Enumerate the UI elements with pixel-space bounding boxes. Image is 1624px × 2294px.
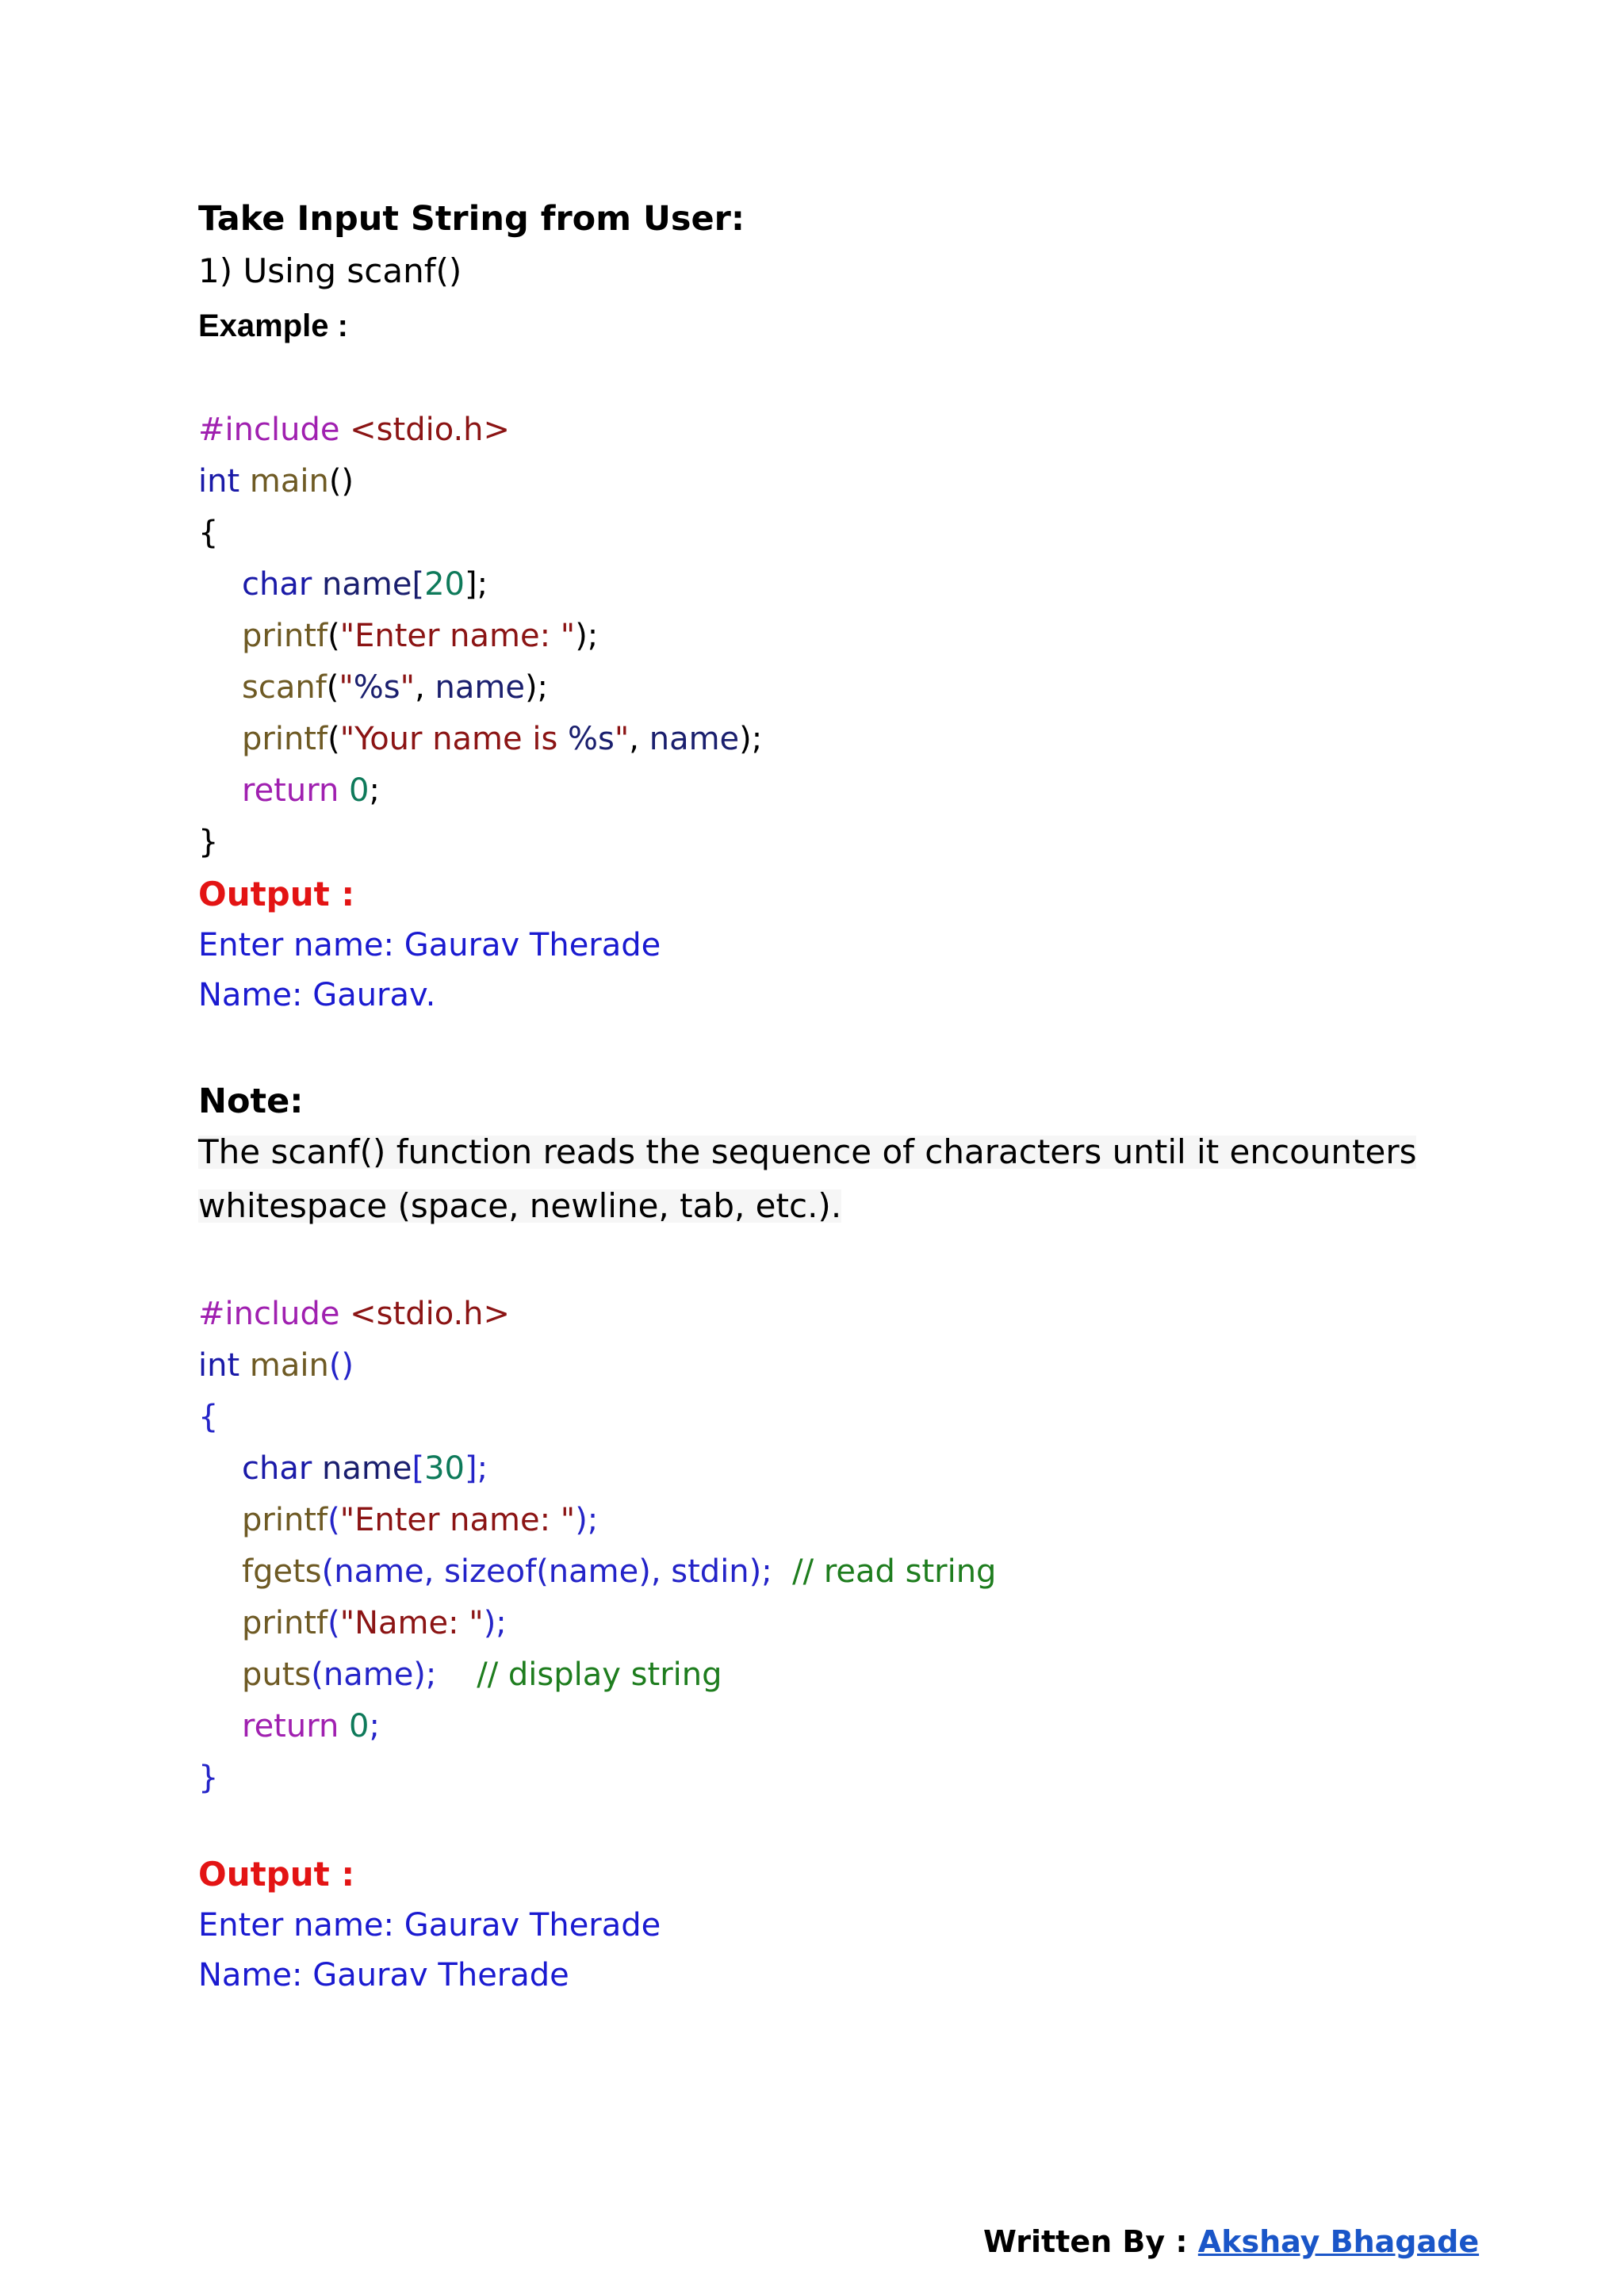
brace-token: { xyxy=(198,1399,219,1435)
string-token: " xyxy=(614,721,630,757)
bracket-token: ]; xyxy=(464,566,488,603)
example-label: Example : xyxy=(198,308,348,343)
code-line xyxy=(242,566,488,603)
variable-token: name xyxy=(312,1450,412,1487)
semicolon-token: ; xyxy=(369,1708,380,1744)
type-token: int xyxy=(198,463,240,500)
code-line xyxy=(242,1450,488,1487)
paren-token: () xyxy=(328,463,354,500)
variable-token: name xyxy=(649,721,740,757)
function-token: printf xyxy=(242,1605,328,1641)
paren-token: ( xyxy=(326,669,339,706)
paren-token: ); xyxy=(575,1502,599,1538)
type-token: char xyxy=(242,566,312,603)
paren-token: () xyxy=(328,1347,354,1384)
string-token: " xyxy=(400,669,416,706)
output-line: Name: Gaurav Therade xyxy=(198,1957,569,1993)
format-token: %s xyxy=(353,669,400,706)
code-line xyxy=(242,669,549,706)
string-token: "Enter name: " xyxy=(339,618,576,654)
code-line xyxy=(198,1762,218,1794)
paren-token: ( xyxy=(327,721,340,757)
number-token: 30 xyxy=(424,1450,465,1487)
brace-token: } xyxy=(198,1760,219,1796)
type-token: int xyxy=(198,1347,240,1384)
header-token: <stdio.h> xyxy=(339,412,511,448)
return-token: return xyxy=(242,1708,339,1744)
number-token: 0 xyxy=(339,772,370,809)
brace-token: { xyxy=(198,515,219,551)
preprocessor-token: #include xyxy=(198,1296,340,1332)
type-token: char xyxy=(242,1450,312,1487)
code-line xyxy=(242,1656,722,1693)
section-subheading: 1) Using scanf() xyxy=(198,251,462,290)
page-title: Take Input String from User: xyxy=(198,199,745,239)
code-line xyxy=(198,1298,510,1330)
string-token: "Name: " xyxy=(339,1605,484,1641)
bracket-token: [ xyxy=(412,566,425,603)
variable-token: name xyxy=(312,566,412,603)
code-line xyxy=(198,517,218,549)
string-token: "Enter name: " xyxy=(339,1502,576,1538)
function-token: main xyxy=(239,463,329,500)
format-token: %s xyxy=(568,721,615,757)
paren-token: ( xyxy=(327,1605,340,1641)
comma-token: , xyxy=(415,669,435,706)
paren-token: ( xyxy=(327,618,340,654)
paren-token: ); xyxy=(739,721,763,757)
variable-token: name xyxy=(435,669,525,706)
number-token: 0 xyxy=(339,1708,370,1744)
preprocessor-token: #include xyxy=(198,412,340,448)
number-token: 20 xyxy=(424,566,465,603)
function-token: printf xyxy=(242,721,328,757)
paren-token: ); xyxy=(575,618,599,654)
return-token: return xyxy=(242,772,339,809)
code-line xyxy=(198,826,218,858)
function-token: fgets xyxy=(242,1553,322,1590)
comment-token: // display string xyxy=(436,1656,722,1693)
paren-token: ); xyxy=(483,1605,507,1641)
author-footer xyxy=(983,2224,1479,2259)
function-token: main xyxy=(239,1347,329,1384)
function-token: printf xyxy=(242,1502,328,1538)
bracket-token: ]; xyxy=(464,1450,488,1487)
string-token: " xyxy=(339,669,354,706)
string-token: "Your name is xyxy=(339,721,569,757)
function-token: scanf xyxy=(242,669,327,706)
code-line xyxy=(198,463,354,500)
function-token: printf xyxy=(242,618,328,654)
code-line xyxy=(242,1607,507,1639)
comma-token: , xyxy=(629,721,649,757)
note-text-line: whitespace (space, newline, tab, etc.). xyxy=(198,1186,842,1225)
arguments-token: (name); xyxy=(311,1656,437,1693)
paren-token: ); xyxy=(524,669,549,706)
footer-prefix: Written By : xyxy=(983,2224,1198,2259)
code-line xyxy=(242,772,380,809)
note-title: Note: xyxy=(198,1082,304,1121)
bracket-token: [ xyxy=(412,1450,425,1487)
code-line xyxy=(242,620,598,652)
function-token: puts xyxy=(242,1656,312,1693)
note-text-line: The scanf() function reads the sequence of characters until it encounters xyxy=(198,1132,1417,1171)
output-line: Enter name: Gaurav Therade xyxy=(198,1907,661,1944)
brace-token: } xyxy=(198,824,219,860)
header-token: <stdio.h> xyxy=(339,1296,511,1332)
arguments-token: (name, sizeof(name), stdin); xyxy=(321,1553,772,1590)
output-label: Output : xyxy=(198,875,355,913)
comment-token: // read string xyxy=(772,1553,997,1590)
code-line xyxy=(198,1347,354,1384)
output-label: Output : xyxy=(198,1855,355,1894)
code-line xyxy=(242,1553,997,1590)
code-line xyxy=(242,723,762,755)
output-line: Enter name: Gaurav Therade xyxy=(198,927,661,963)
paren-token: ( xyxy=(327,1502,340,1538)
semicolon-token: ; xyxy=(369,772,380,809)
author-link[interactable]: Akshay Bhagade xyxy=(1197,2224,1480,2259)
code-line xyxy=(242,1504,598,1536)
code-line xyxy=(198,414,510,446)
code-line xyxy=(198,1401,218,1433)
output-line: Name: Gaurav. xyxy=(198,977,436,1013)
code-line xyxy=(242,1710,380,1742)
